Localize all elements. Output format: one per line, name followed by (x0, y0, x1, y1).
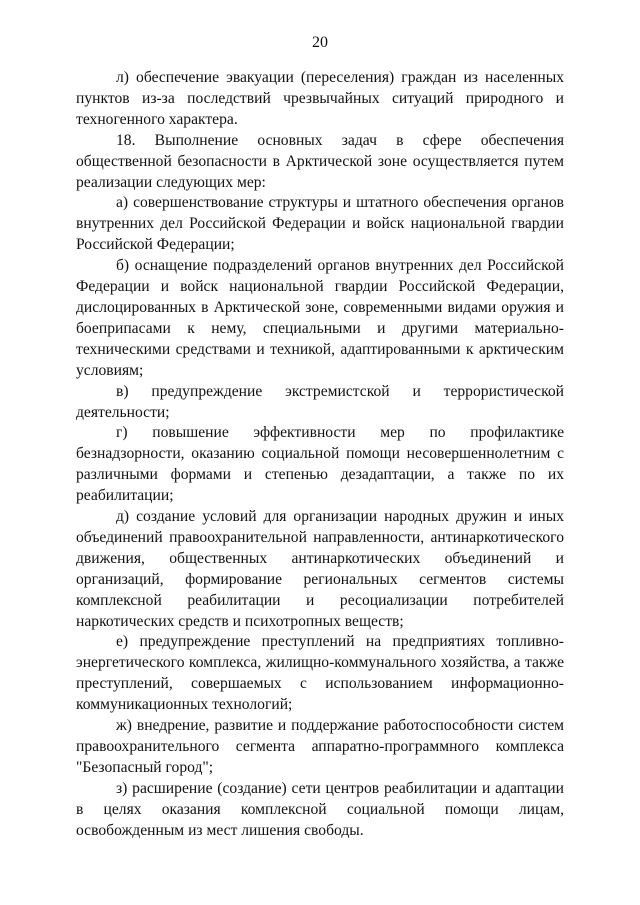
paragraph-l-evacuation: л) обеспечение эвакуации (переселения) граждан из населенных пунктов из-за последствий чрезвычайных ситуаций природного и техногенного характера. (76, 69, 564, 128)
paragraph-b-equipment: б) оснащение подразделений органов внутренних дел Российской Федерации и войск национальной гвардии Российской Федерации, дислоцированных в Арктической зоне, современными видами оружия и боеприпасами к нему, специальными и другими материально-техническими средствами и техникой, адаптированными к арктическим условиям; (76, 257, 564, 379)
paragraph-v-extremism-prevention: в) предупреждение экстремистской и террористической деятельности; (76, 382, 564, 421)
paragraph-a-structure-improvement: а) совершенствование структуры и штатного обеспечения органов внутренних дел Российской Федерации и войск национальной гвардии Российской Федерации; (76, 194, 564, 254)
paragraph-d-public-associations: д) создание условий для организации народных дружин и иных объединений правоохранительной направленности, антинаркотического движения, общественных антинаркотических объединений и организаций, формирование региональных сегментов системы комплексной реабилитации и ресоциализации потребителей наркотических средств и психотропных веществ; (76, 508, 564, 630)
document-body (76, 68, 564, 842)
paragraph-e-crime-prevention: е) предупреждение преступлений на предприятиях топливно-энергетического комплекса, жилищно-коммунального хозяйства, а также преступлений, совершаемых с использованием информационно-коммуникационных технологий; (76, 633, 564, 714)
paragraph-zh-safe-city: ж) внедрение, развитие и поддержание работоспособности систем правоохранительного сегмента аппаратно-программного комплекса "Безопасный город"; (76, 717, 564, 776)
paragraph-18-public-safety: 18. Выполнение основных задач в сфере обеспечения общественной безопасности в Арктической зоне осуществляется путем реализации следующих мер: (76, 131, 564, 191)
paragraph-z-rehabilitation-centers: з) расширение (создание) сети центров реабилитации и адаптации в целях оказания комплексной социальной помощи лицам, освобожденным из мест лишения свободы. (76, 779, 564, 839)
page-number: 20 (312, 34, 328, 51)
paragraph-g-juvenile-prevention: г) повышение эффективности мер по профилактике безнадзорности, оказанию социальной помощи несовершеннолетним с различными формами и степенью дезадаптации, а также по их реабилитации; (76, 424, 564, 505)
